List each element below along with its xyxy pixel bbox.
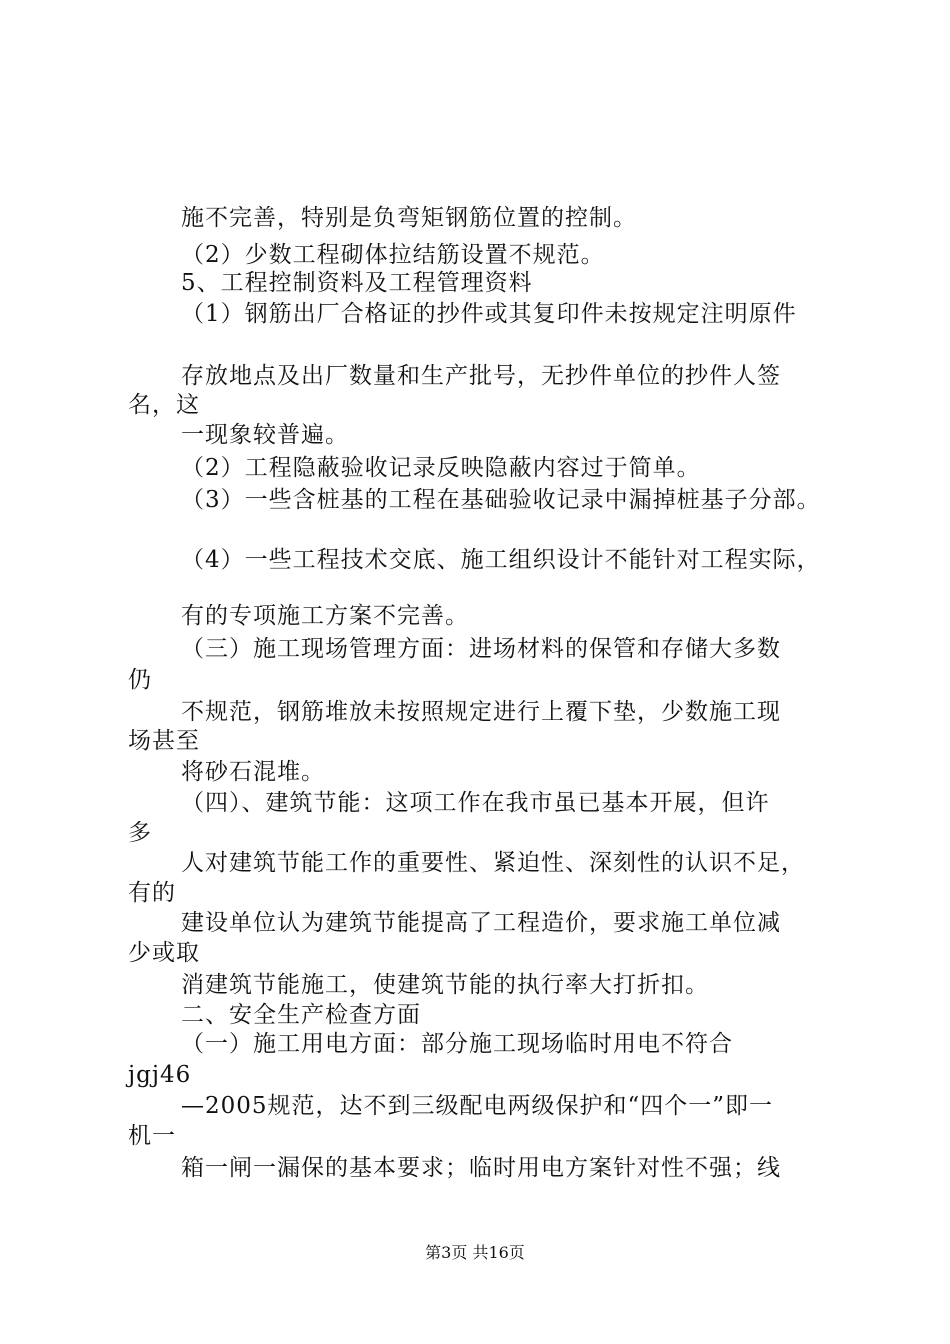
text-line: （四）、建筑节能：这项工作在我市虽已基本开展，但许 <box>181 790 770 816</box>
text-line: 箱一闸一漏保的基本要求；临时用电方案针对性不强；线 <box>181 1155 781 1181</box>
text-line: 有的专项施工方案不完善。 <box>181 603 469 629</box>
text-line: 建设单位认为建筑节能提高了工程造价，要求施工单位减 <box>181 910 781 936</box>
page-number-footer: 第3页 共16页 <box>425 1243 525 1262</box>
text-line: 有的 <box>128 880 176 906</box>
text-line: （一）施工用电方面：部分施工现场临时用电不符合 <box>181 1031 733 1057</box>
text-line: （三）施工现场管理方面：进场材料的保管和存储大多数 <box>181 636 781 662</box>
text-line: 施不完善，特别是负弯矩钢筋位置的控制。 <box>181 205 637 231</box>
text-line: （4）一些工程技术交底、施工组织设计不能针对工程实际， <box>181 547 821 573</box>
text-line: 仍 <box>128 667 152 693</box>
text-line: 一现象较普遍。 <box>181 422 349 448</box>
text-line: 5、工程控制资料及工程管理资料 <box>181 270 533 296</box>
text-line: （3）一些含桩基的工程在基础验收记录中漏掉桩基子分部。 <box>181 487 821 513</box>
text-line: （1）钢筋出厂合格证的抄件或其复印件未按规定注明原件 <box>181 301 797 327</box>
text-line: 人对建筑节能工作的重要性、紧迫性、深刻性的认识不足， <box>181 850 805 876</box>
text-line: 二、安全生产检查方面 <box>181 1002 421 1028</box>
text-line: jgj46 <box>128 1062 192 1088</box>
text-line: 消建筑节能施工，使建筑节能的执行率大打折扣。 <box>181 972 709 998</box>
text-line: （2）少数工程砌体拉结筋设置不规范。 <box>181 242 605 268</box>
text-line: 机一 <box>128 1123 176 1149</box>
text-line: 少或取 <box>128 940 200 966</box>
text-line: —2005规范，达不到三级配电两级保护和“四个一”即一 <box>181 1093 774 1119</box>
text-line: 不规范，钢筋堆放未按照规定进行上覆下垫，少数施工现 <box>181 699 781 725</box>
text-line: 名，这 <box>128 392 200 418</box>
text-line: （2）工程隐蔽验收记录反映隐蔽内容过于简单。 <box>181 455 701 481</box>
text-line: 场甚至 <box>128 728 200 754</box>
text-line: 将砂石混堆。 <box>181 759 325 785</box>
text-line: 存放地点及出厂数量和生产批号，无抄件单位的抄件人签 <box>181 363 781 389</box>
text-line: 多 <box>128 820 152 846</box>
